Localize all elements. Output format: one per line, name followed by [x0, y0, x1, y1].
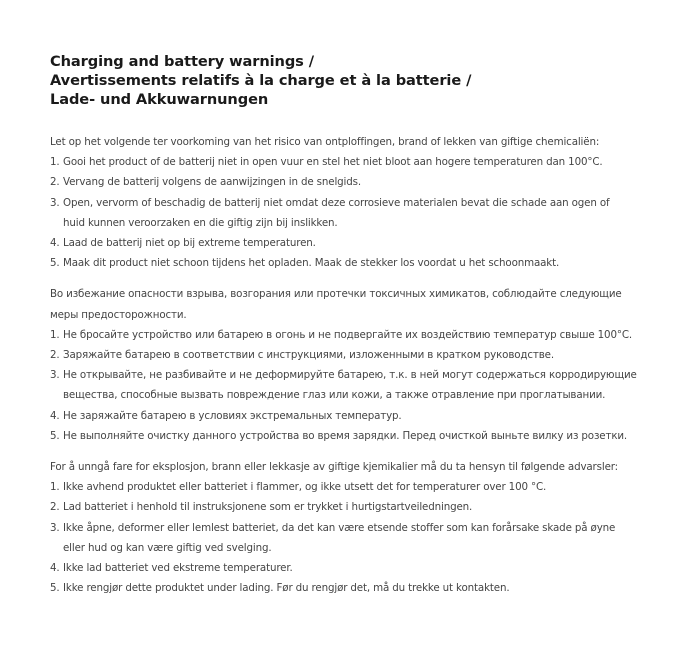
dutch-warnings-section	[50, 132, 670, 273]
item-number: 2.	[50, 501, 60, 514]
list-item	[50, 193, 670, 233]
russian-intro-continued: меры предосторожности.	[50, 308, 187, 321]
item-text: Не бросайте устройство или батарею в огонь и не подвергайте их воздействию температур свыше 100°C.	[63, 328, 633, 341]
list-item	[50, 325, 670, 345]
list-item	[50, 172, 670, 192]
item-text: Open, vervorm of beschadig de batterij niet omdat deze corrosieve materialen bevat die schade aan ogen of	[63, 196, 610, 209]
norwegian-warnings-section	[50, 457, 670, 598]
item-number: 5.	[50, 429, 60, 442]
russian-warnings-section	[50, 284, 670, 446]
item-number: 3.	[50, 521, 60, 534]
list-item	[50, 253, 670, 273]
title-line-german: Lade- und Akkuwarnungen	[50, 91, 269, 108]
item-number: 4.	[50, 409, 60, 422]
item-text: Не открывайте, не разбивайте и не деформируйте батарею, т.к. в ней могут содержаться корродирующие	[63, 369, 637, 382]
item-text: Laad de batterij niet op bij extreme temperaturen.	[63, 237, 316, 250]
dutch-intro: Let op het volgende ter voorkoming van het risico van ontploffingen, brand of lekken van giftige chemicaliën:	[50, 136, 600, 148]
item-text: Maak dit product niet schoon tijdens het opladen. Maak de stekker los voordat u het schoonmaakt.	[63, 257, 560, 270]
title-line-english: Charging and battery warnings /	[50, 53, 314, 70]
title-line-french: Avertissements relatifs à la charge et à la batterie /	[50, 72, 472, 89]
list-item	[50, 477, 670, 497]
item-text: Ikke lad batteriet ved ekstreme temperaturer.	[63, 562, 293, 575]
item-number: 3.	[50, 369, 60, 382]
item-text: Ikke åpne, deformer eller lemlest batteriet, da det kan være etsende stoffer som kan forårsake skade på øyne	[63, 521, 616, 534]
item-text: Lad batteriet i henhold til instruksjonene som er trykket i hurtigstartveiledningen.	[63, 501, 473, 514]
item-number: 1.	[50, 156, 60, 169]
item-number: 2.	[50, 176, 60, 189]
item-text-continued: eller hud og kan være giftig ved svelging.	[63, 541, 272, 554]
item-number: 4.	[50, 562, 60, 575]
item-number: 5.	[50, 257, 60, 270]
list-item	[50, 497, 670, 517]
list-item	[50, 426, 670, 446]
item-text: Ikke avhend produktet eller batteriet i flammer, og ikke utsett det for temperaturer over 100 °C.	[63, 481, 547, 494]
item-text: Vervang de batterij volgens de aanwijzingen in de snelgids.	[63, 176, 361, 189]
item-text: Gooi het product of de batterij niet in open vuur en stel het niet bloot aan hogere temperaturen dan 100°C.	[63, 156, 603, 169]
item-text-continued: вещества, способные вызвать повреждение глаз или кожи, а также отравление при проглатывании.	[63, 389, 606, 402]
page-title	[50, 52, 670, 109]
item-text: Не заряжайте батарею в условиях экстремальных температур.	[63, 409, 402, 422]
russian-intro: Во избежание опасности взрыва, возгорания или протечки токсичных химикатов, соблюдайте следующие	[50, 288, 622, 301]
item-text-continued: huid kunnen veroorzaken en die giftig zijn bij inslikken.	[63, 216, 338, 229]
norwegian-intro: For å unngå fare for eksplosjon, brann eller lekkasje av giftige kjemikalier må du ta hensyn til følgende advarsler:	[50, 461, 618, 474]
item-number: 1.	[50, 481, 60, 494]
item-number: 3.	[50, 196, 60, 209]
item-text: Ikke rengjør dette produktet under lading. Før du rengjør det, må du trekke ut kontakten.	[63, 582, 510, 595]
list-item	[50, 406, 670, 426]
item-number: 1.	[50, 328, 60, 341]
list-item	[50, 365, 670, 405]
item-text: Не выполняйте очистку данного устройства во время зарядки. Перед очисткой выньте вилку из розетки.	[63, 429, 628, 442]
list-item	[50, 152, 670, 172]
list-item	[50, 233, 670, 253]
list-item	[50, 518, 670, 558]
warnings-page	[50, 52, 670, 598]
list-item	[50, 578, 670, 598]
item-number: 4.	[50, 237, 60, 250]
item-number: 5.	[50, 582, 60, 595]
item-text: Заряжайте батарею в соответствии с инструкциями, изложенными в кратком руководстве.	[63, 349, 554, 362]
item-number: 2.	[50, 349, 60, 362]
list-item	[50, 345, 670, 365]
list-item	[50, 558, 670, 578]
